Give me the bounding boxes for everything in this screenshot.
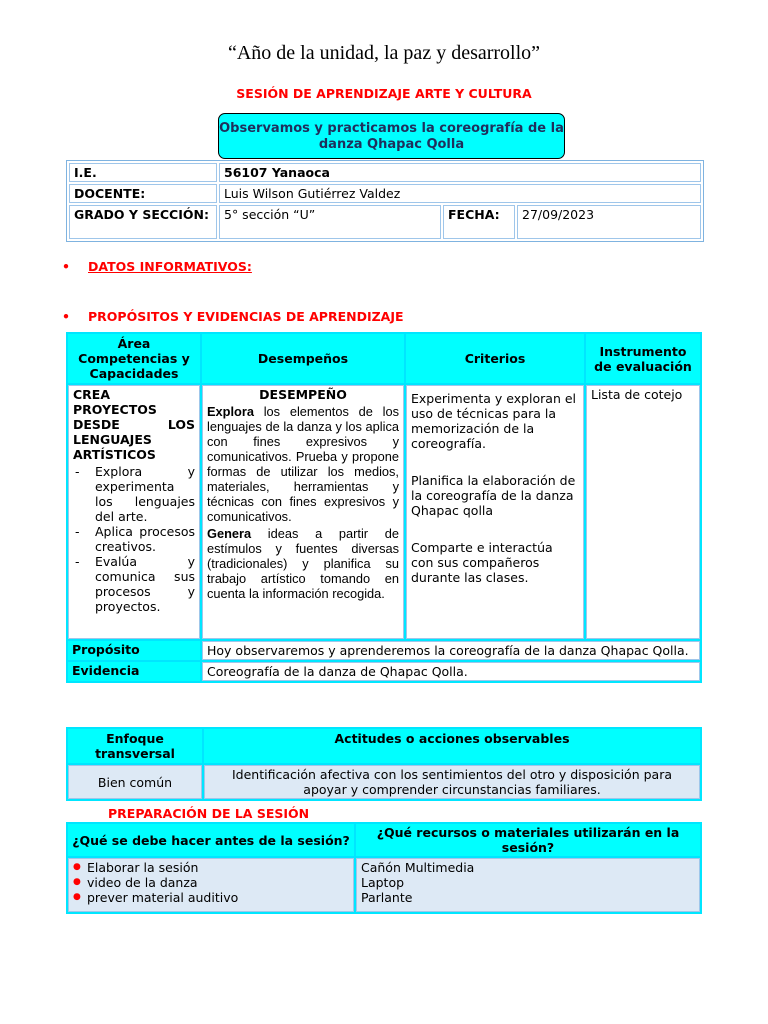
evidencia-row: [68, 662, 700, 681]
criterios-cell: [406, 385, 584, 639]
criterio-item: Planifica la elaboración de la coreografía de la danza Qhapac qolla: [411, 473, 576, 518]
evidencia-text: Coreografía de la danza de Qhapac Qolla.: [202, 662, 700, 681]
section-propositos-label: PROPÓSITOS Y EVIDENCIAS DE APRENDIZAJE: [88, 309, 404, 324]
purposes-header-row: [68, 334, 700, 383]
section-datos-label: DATOS INFORMATIVOS:: [88, 259, 252, 274]
ie-value: 56107 Yanaoca: [219, 163, 701, 182]
evidencia-label: Evidencia: [68, 662, 200, 681]
enfoque-body-row: [68, 765, 700, 799]
recurso-item: Laptop: [361, 875, 405, 890]
competencia-cell: [68, 385, 200, 639]
desempeno-title: DESEMPEÑO: [259, 387, 347, 402]
header-recursos: ¿Qué recursos o materiales utilizarán en la sesión?: [356, 824, 700, 856]
grado-value: 5° sección “U”: [219, 205, 441, 239]
recurso-item: Parlante: [361, 890, 413, 905]
criterio-item: Comparte e interactúa con sus compañeros durante las clases.: [411, 540, 553, 585]
preparacion-table: [66, 822, 702, 914]
capacidad-item: - Explora y experimenta los lenguajes del arte.: [73, 464, 195, 524]
proposito-text: Hoy observaremos y aprenderemos la coreografía de la danza Qhapac Qolla.: [202, 641, 700, 660]
header-desempenos: Desempeños: [202, 334, 404, 383]
header-instrumento: Instrumento de evaluación: [586, 334, 700, 383]
docente-label: DOCENTE:: [69, 184, 217, 203]
desempeno-cell: [202, 385, 404, 639]
capacidades-list: [73, 464, 195, 614]
preparacion-header-row: [68, 824, 700, 856]
docente-value: Luis Wilson Gutiérrez Valdez: [219, 184, 701, 203]
header-actitudes: Actitudes o acciones observables: [204, 729, 700, 763]
info-row-ie: [69, 163, 701, 182]
info-row-grado: [69, 205, 701, 239]
bullet-icon: •: [62, 259, 70, 274]
header-criterios: Criterios: [406, 334, 584, 383]
antes-cell: [68, 858, 354, 912]
antes-item: ● prever material auditivo: [73, 890, 349, 905]
ie-label: I.E.: [69, 163, 217, 182]
genera-text: ideas a partir de estímulos y fuentes diversas (tradicionales) y planifica su trabajo artístico tomando en cuenta la información recogida.: [207, 526, 399, 601]
desempeno-genera: [207, 526, 399, 601]
fecha-value: 27/09/2023: [517, 205, 701, 239]
section-datos: [62, 259, 252, 274]
explora-text: los elementos de los lenguajes de la danza y los aplica con fines expresivos y comunicativos. Prueba y propone formas de utilizar los medios, materiales, herramientas y técnicas con fines expresivos y comunicativos.: [207, 404, 399, 524]
antes-item: ● video de la danza: [73, 875, 349, 890]
info-table: [66, 160, 704, 242]
enfoque-value: Bien común: [68, 765, 202, 799]
proposito-label: Propósito: [68, 641, 200, 660]
proposito-row: [68, 641, 700, 660]
explora-word: Explora: [207, 404, 254, 419]
recurso-item: Cañón Multimedia: [361, 860, 475, 875]
info-row-docente: [69, 184, 701, 203]
genera-word: Genera: [207, 526, 252, 541]
header-antes: ¿Qué se debe hacer antes de la sesión?: [68, 824, 354, 856]
criterio-item: Experimenta y exploran el uso de técnicas para la memorización de la coreografía.: [411, 391, 577, 451]
session-title: SESIÓN DE APRENDIZAJE ARTE Y CULTURA: [236, 86, 532, 101]
antes-list: [73, 860, 349, 905]
purposes-table: [66, 332, 702, 683]
actitud-value: Identificación afectiva con los sentimientos del otro y disposición para apoyar y comprender circunstancias familiares.: [204, 765, 700, 799]
enfoque-header-row: [68, 729, 700, 763]
header-enfoque: Enfoque transversal: [68, 729, 202, 763]
section-propositos: [62, 309, 404, 324]
year-motto: “Año de la unidad, la paz y desarrollo”: [227, 42, 541, 64]
purposes-body-row: [68, 385, 700, 639]
antes-item: ● Elaborar la sesión: [73, 860, 349, 875]
fecha-label: FECHA:: [443, 205, 515, 239]
preparacion-body-row: [68, 858, 700, 912]
enfoque-table: [66, 727, 702, 801]
bullet-icon: •: [62, 309, 70, 324]
instrumento-cell: Lista de cotejo: [586, 385, 700, 639]
desempeno-explora: [207, 404, 399, 524]
capacidad-item: - Evalúa y comunica sus procesos y proyectos.: [73, 554, 195, 614]
header-area: Área Competencias y Capacidades: [68, 334, 200, 383]
section-preparacion: PREPARACIÓN DE LA SESIÓN: [108, 806, 310, 821]
capacidad-item: - Aplica procesos creativos.: [73, 524, 195, 554]
grado-label: GRADO Y SECCIÓN:: [69, 205, 217, 239]
recursos-cell: [356, 858, 700, 912]
competencia-title: CREA PROYECTOS DESDE LOS LENGUAJES ARTÍSTICOS: [73, 387, 195, 462]
topic-box: Observamos y practicamos la coreografía de la danza Qhapac Qolla: [218, 113, 565, 159]
